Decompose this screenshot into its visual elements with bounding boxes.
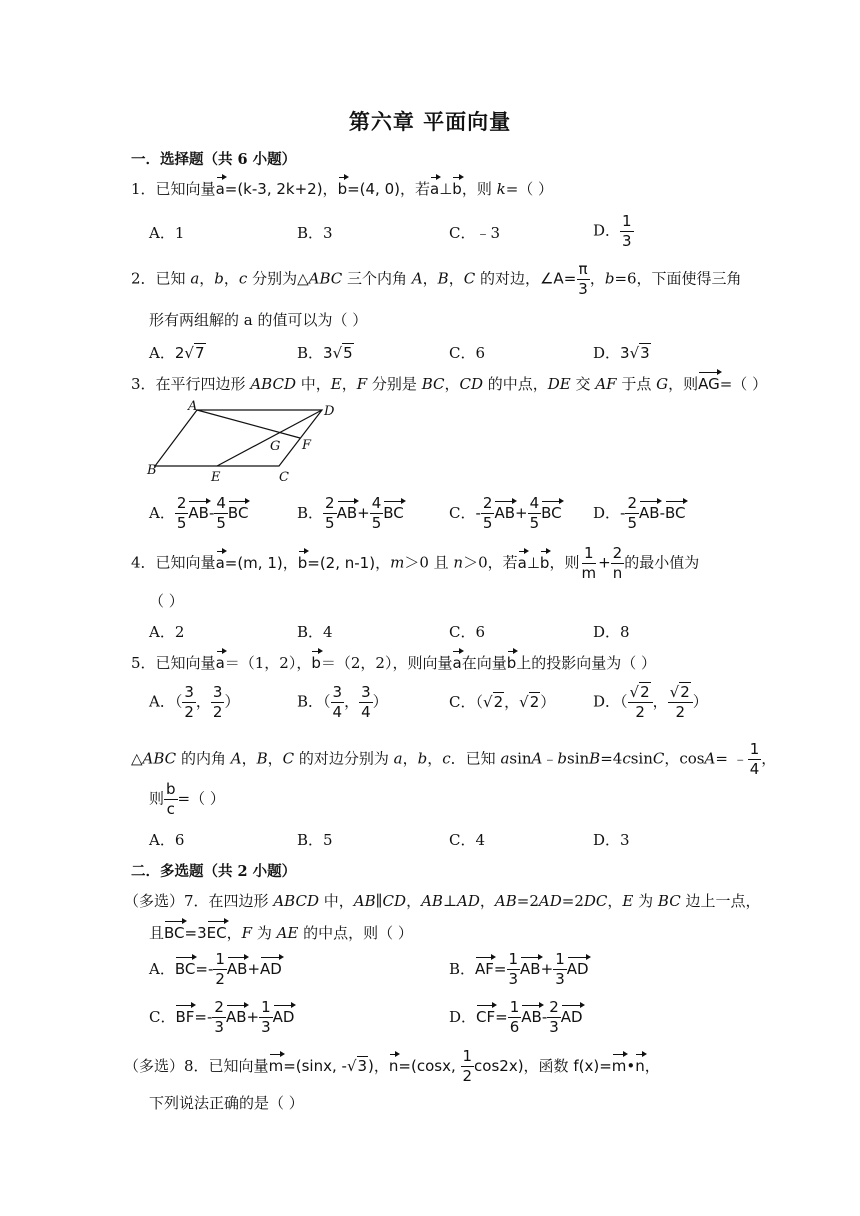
label-g: G <box>270 439 281 454</box>
label-b: B <box>147 463 157 478</box>
q3-option-b[interactable]: B． $\frac{2}{5}$ AB+ $\frac{4}{5}$ BC <box>297 494 404 532</box>
question-8: （多选）8．已知向量m=(sinx, -√3)，n=(cosx, $\frac{1}{2}$ cos2x)，函数 f(x)=m•n， <box>124 1047 660 1085</box>
parallelogram-figure <box>145 400 345 490</box>
q7-option-a[interactable]: A．BC=- $\frac{1}{2}$ AB+AD <box>149 950 282 988</box>
q4-option-d[interactable]: D．8 <box>593 623 630 641</box>
q5-option-b[interactable]: B．（ $\frac{3}{4}$ ， $\frac{3}{4}$ ） <box>297 683 388 721</box>
q5-option-a[interactable]: A．（ $\frac{3}{2}$ ， $\frac{3}{2}$ ） <box>149 683 240 721</box>
q3-option-c[interactable]: C．- $\frac{2}{5}$ AB+ $\frac{4}{5}$ BC <box>449 494 562 532</box>
q3-option-d[interactable]: D．- $\frac{2}{5}$ AB-BC <box>593 494 686 532</box>
question-6-line-2: 则 $\frac{b}{c}$ =（ ） <box>149 780 225 818</box>
label-c: C <box>279 470 289 485</box>
q6-option-b[interactable]: B．5 <box>297 831 333 849</box>
question-8-line-2: 下列说法正确的是（ ） <box>149 1094 304 1112</box>
q1-option-c[interactable]: C．﹣3 <box>449 224 501 242</box>
label-f: F <box>302 438 312 453</box>
q2-option-a[interactable]: A．2√7 <box>149 344 205 362</box>
q4-option-c[interactable]: C．6 <box>449 623 486 641</box>
q1-option-a[interactable]: A．1 <box>149 224 185 242</box>
q6-option-d[interactable]: D．3 <box>593 831 630 849</box>
q4-option-b[interactable]: B．4 <box>297 623 333 641</box>
question-5: 5．已知向量a＝（1，2），b＝（2，2），则向量a在向量b上的投影向量为（ ） <box>131 654 657 672</box>
page-title: 第六章 平面向量 <box>348 109 512 134</box>
q7-option-c[interactable]: C．BF=- $\frac{2}{3}$ AB+ $\frac{1}{3}$ AD <box>149 998 295 1036</box>
q4-option-a[interactable]: A．2 <box>149 623 185 641</box>
segment-af <box>197 410 300 438</box>
question-7-line-2: 且BC=3EC，F 为 AE 的中点，则（ ） <box>149 924 413 942</box>
parallelogram-abcd <box>155 410 322 466</box>
question-7: （多选）7．在四边形 ABCD 中，AB∥CD，AB⊥AD，AB=2AD=2DC，E 为 BC 边上一点， <box>124 892 761 910</box>
question-4-line-2: （ ） <box>149 592 184 610</box>
question-2-line-2: 形有两组解的 a 的值可以为（ ） <box>149 311 368 329</box>
q3-option-a[interactable]: A． $\frac{2}{5}$ AB- $\frac{4}{5}$ BC <box>149 494 249 532</box>
q7-option-d[interactable]: D．CF= $\frac{1}{6}$ AB- $\frac{2}{3}$ AD <box>449 998 583 1036</box>
q2-option-d[interactable]: D．3√3 <box>593 344 650 362</box>
q6-option-a[interactable]: A．6 <box>149 831 185 849</box>
label-d: D <box>324 404 335 419</box>
question-2: 2．已知 a，b，c 分别为△ABC 三个内角 A，B，C 的对边，∠A= $\frac{\pi}{3}$ ，b=6，下面使得三角 <box>131 260 742 298</box>
label-e: E <box>211 470 221 485</box>
question-3: 3．在平行四边形 ABCD 中，E，F 分别是 BC，CD 的中点，DE 交 AF 于点 G，则AG=（ ） <box>131 375 768 393</box>
section-multi-choice: 二．多选题（共 2 小题） <box>131 863 297 880</box>
q2-option-c[interactable]: C．6 <box>449 344 486 362</box>
q1-option-d[interactable]: D． $\frac{1}{3}$ <box>593 212 632 250</box>
q2-option-b[interactable]: B．3√5 <box>297 344 353 362</box>
q5-option-c[interactable]: C．（√2，√2） <box>449 693 556 711</box>
question-1: 1．已知向量a=(k-3, 2k+2)，b=(4, 0)，若a⊥b，则 k=（ ） <box>131 180 554 198</box>
q7-option-b[interactable]: B．AF= $\frac{1}{3}$ AB+ $\frac{1}{3}$ AD <box>449 950 589 988</box>
q6-option-c[interactable]: C．4 <box>449 831 486 849</box>
q5-option-d[interactable]: D．（ $\frac{√2}{2}$ ， $\frac{√2}{2}$ ） <box>593 683 708 721</box>
section-single-choice: 一．选择题（共 6 小题） <box>131 151 297 168</box>
question-6: △ABC 的内角 A，B，C 的对边分别为 a，b，c．已知 asinA﹣bsinB=4csinC，cosA= ﹣ $\frac{1}{4}$ ， <box>131 740 777 778</box>
label-a: A <box>188 400 198 414</box>
question-4: 4．已知向量a=(m, 1)，b=(2, n-1)，m＞0 且 n＞0，若a⊥b，则 $\frac{1}{m}$ + $\frac{2}{n}$ 的最小值为 <box>131 544 700 582</box>
q1-option-b[interactable]: B．3 <box>297 224 333 242</box>
